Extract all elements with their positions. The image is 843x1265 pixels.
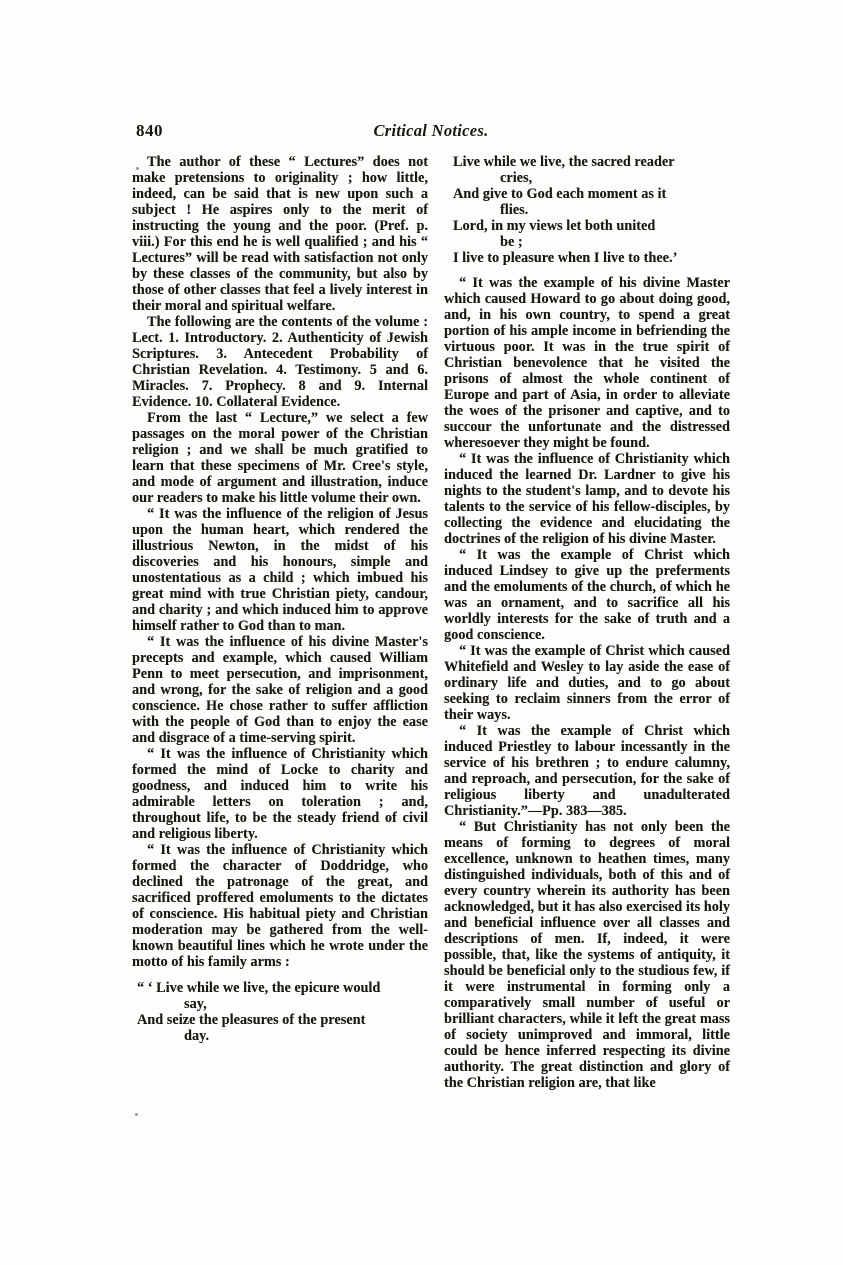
paragraph: “ It was the example of Christ which induced Lindsey to give up the preferments and the emoluments of the church, of which he was an ornament, and to sacrifice all his worldly interests for the sake of truth and a good conscience. xyxy=(444,547,730,643)
paragraph: “ It was the influence of Christianity which formed the mind of Locke to charity and goodness, and induced him to write his admirable letters on toleration ; and, throughout life, to be the steady friend of civil and religious liberty. xyxy=(132,746,428,842)
paragraph: From the last “ Lecture,” we select a few passages on the moral power of the Christian religion ; and we shall be much gratified to learn that these specimens of Mr. Cree's style, and mode of argument and illustration, induce our readers to make his little volume their own. xyxy=(132,410,428,506)
verse-line: Live while we live, the sacred reader xyxy=(453,154,675,170)
paragraph: “ It was the example of Christ which caused Whitefield and Wesley to lay aside the ease of ordinary life and duties, and to go about seeking to reclaim sinners from the error of their ways. xyxy=(444,643,730,723)
paragraph: “ It was the influence of his divine Master's precepts and example, which caused William Penn to meet persecution, and imprisonment, and wrong, for the sake of religion and a good conscience. He chose rather to suffer affliction with the people of God than to enjoy the ease and disgrace of a time-serving spirit. xyxy=(132,634,428,746)
verse-block xyxy=(453,154,730,266)
verse-line: Lord, in my views let both united xyxy=(453,218,656,234)
right-column xyxy=(444,154,730,1091)
verse-line-continuation: be ; xyxy=(500,234,523,250)
verse-line: I live to pleasure when I live to thee.’ xyxy=(453,250,678,266)
verse-line-continuation: flies. xyxy=(500,202,529,218)
page-header xyxy=(132,121,730,145)
paragraph: “ It was the example of his divine Master which caused Howard to go about doing good, and, in his own country, to spend a great portion of his ample income in befriending the virtuous poor. It was in the true spirit of Christian benevolence that he visited the prisons of almost the whole continent of Europe and part of Asia, in order to alleviate the woes of the prisoner and captive, and to succour the unfortunate and the distressed wheresoever they might be found. xyxy=(444,275,730,451)
paragraph: The following are the contents of the volume : Lect. 1. Introductory. 2. Authenticity of Jewish Scriptures. 3. Antecedent Probability of Christian Revelation. 4. Testimony. 5 and 6. Miracles. 7. Prophecy. 8 and 9. Internal Evidence. 10. Collateral Evidence. xyxy=(132,314,428,410)
verse-line-continuation: day. xyxy=(184,1028,210,1044)
verse-line: And seize the pleasures of the present xyxy=(137,1012,366,1028)
scan-speck xyxy=(135,1113,138,1116)
text-columns xyxy=(132,154,730,1091)
running-head: Critical Notices. xyxy=(373,121,489,140)
paragraph: “ But Christianity has not only been the means of forming to degrees of moral excellence, unknown to heathen times, many distinguished individuals, both of this and of every country wherein its authority has been acknowledged, but it has also exercised its holy and beneficial influence over all classes and descriptions of men. If, indeed, it were possible, that, like the systems of antiquity, it should be beneficial only to the studious few, if it were instrumental in forming only a comparatively small number of useful or brilliant characters, while it left the great mass of society unimproved and immoral, little could be hence inferred respecting its divine authority. The great distinction and glory of the Christian religion are, that like xyxy=(444,819,730,1091)
paragraph: “ It was the influence of Christianity which induced the learned Dr. Lardner to give his nights to the student's lamp, and to devote his talents to the service of his fellow-disciples, by collecting the evidence and elucidating the doctrines of the religion of his divine Master. xyxy=(444,451,730,547)
paragraph: “ It was the influence of Christianity which formed the character of Doddridge, who declined the patronage of the great, and sacrificed proffered emoluments to the dictates of conscience. His habitual piety and Christian moderation may be gathered from the well-known beautiful lines which he wrote under the motto of his family arms : xyxy=(132,842,428,970)
left-column xyxy=(132,154,428,1091)
paragraph: “ It was the influence of the religion of Jesus upon the human heart, which rendered the illustrious Newton, in the midst of his discoveries and his honours, simple and unostentatious as a child ; which imbued his great mind with true Christian piety, candour, and charity ; and which induced him to approve himself rather to God than to man. xyxy=(132,506,428,634)
page-number: 840 xyxy=(136,121,163,140)
paragraph: The author of these “ Lectures” does not make pretensions to originality ; how little, indeed, can be said that is new upon such a subject ! He aspires only to the merit of instructing the young and the poor. (Pref. p. viii.) For this end he is well qualified ; and his “ Lectures” will be read with satisfaction not only by these classes of the community, but also by those of other classes that feel a lively interest in their moral and spiritual welfare. xyxy=(132,154,428,314)
paragraph: “ It was the example of Christ which induced Priestley to labour incessantly in the service of his brethren ; to endure calumny, and reproach, and persecution, for the sake of religious liberty and unadulterated Christianity.”—Pp. 383—385. xyxy=(444,723,730,819)
verse-line-continuation: say, xyxy=(184,996,207,1012)
verse-line-continuation: cries, xyxy=(500,170,533,186)
verse-block xyxy=(137,980,428,1044)
verse-line: “ ‘ Live while we live, the epicure would xyxy=(137,980,381,996)
verse-line: And give to God each moment as it xyxy=(453,186,667,202)
